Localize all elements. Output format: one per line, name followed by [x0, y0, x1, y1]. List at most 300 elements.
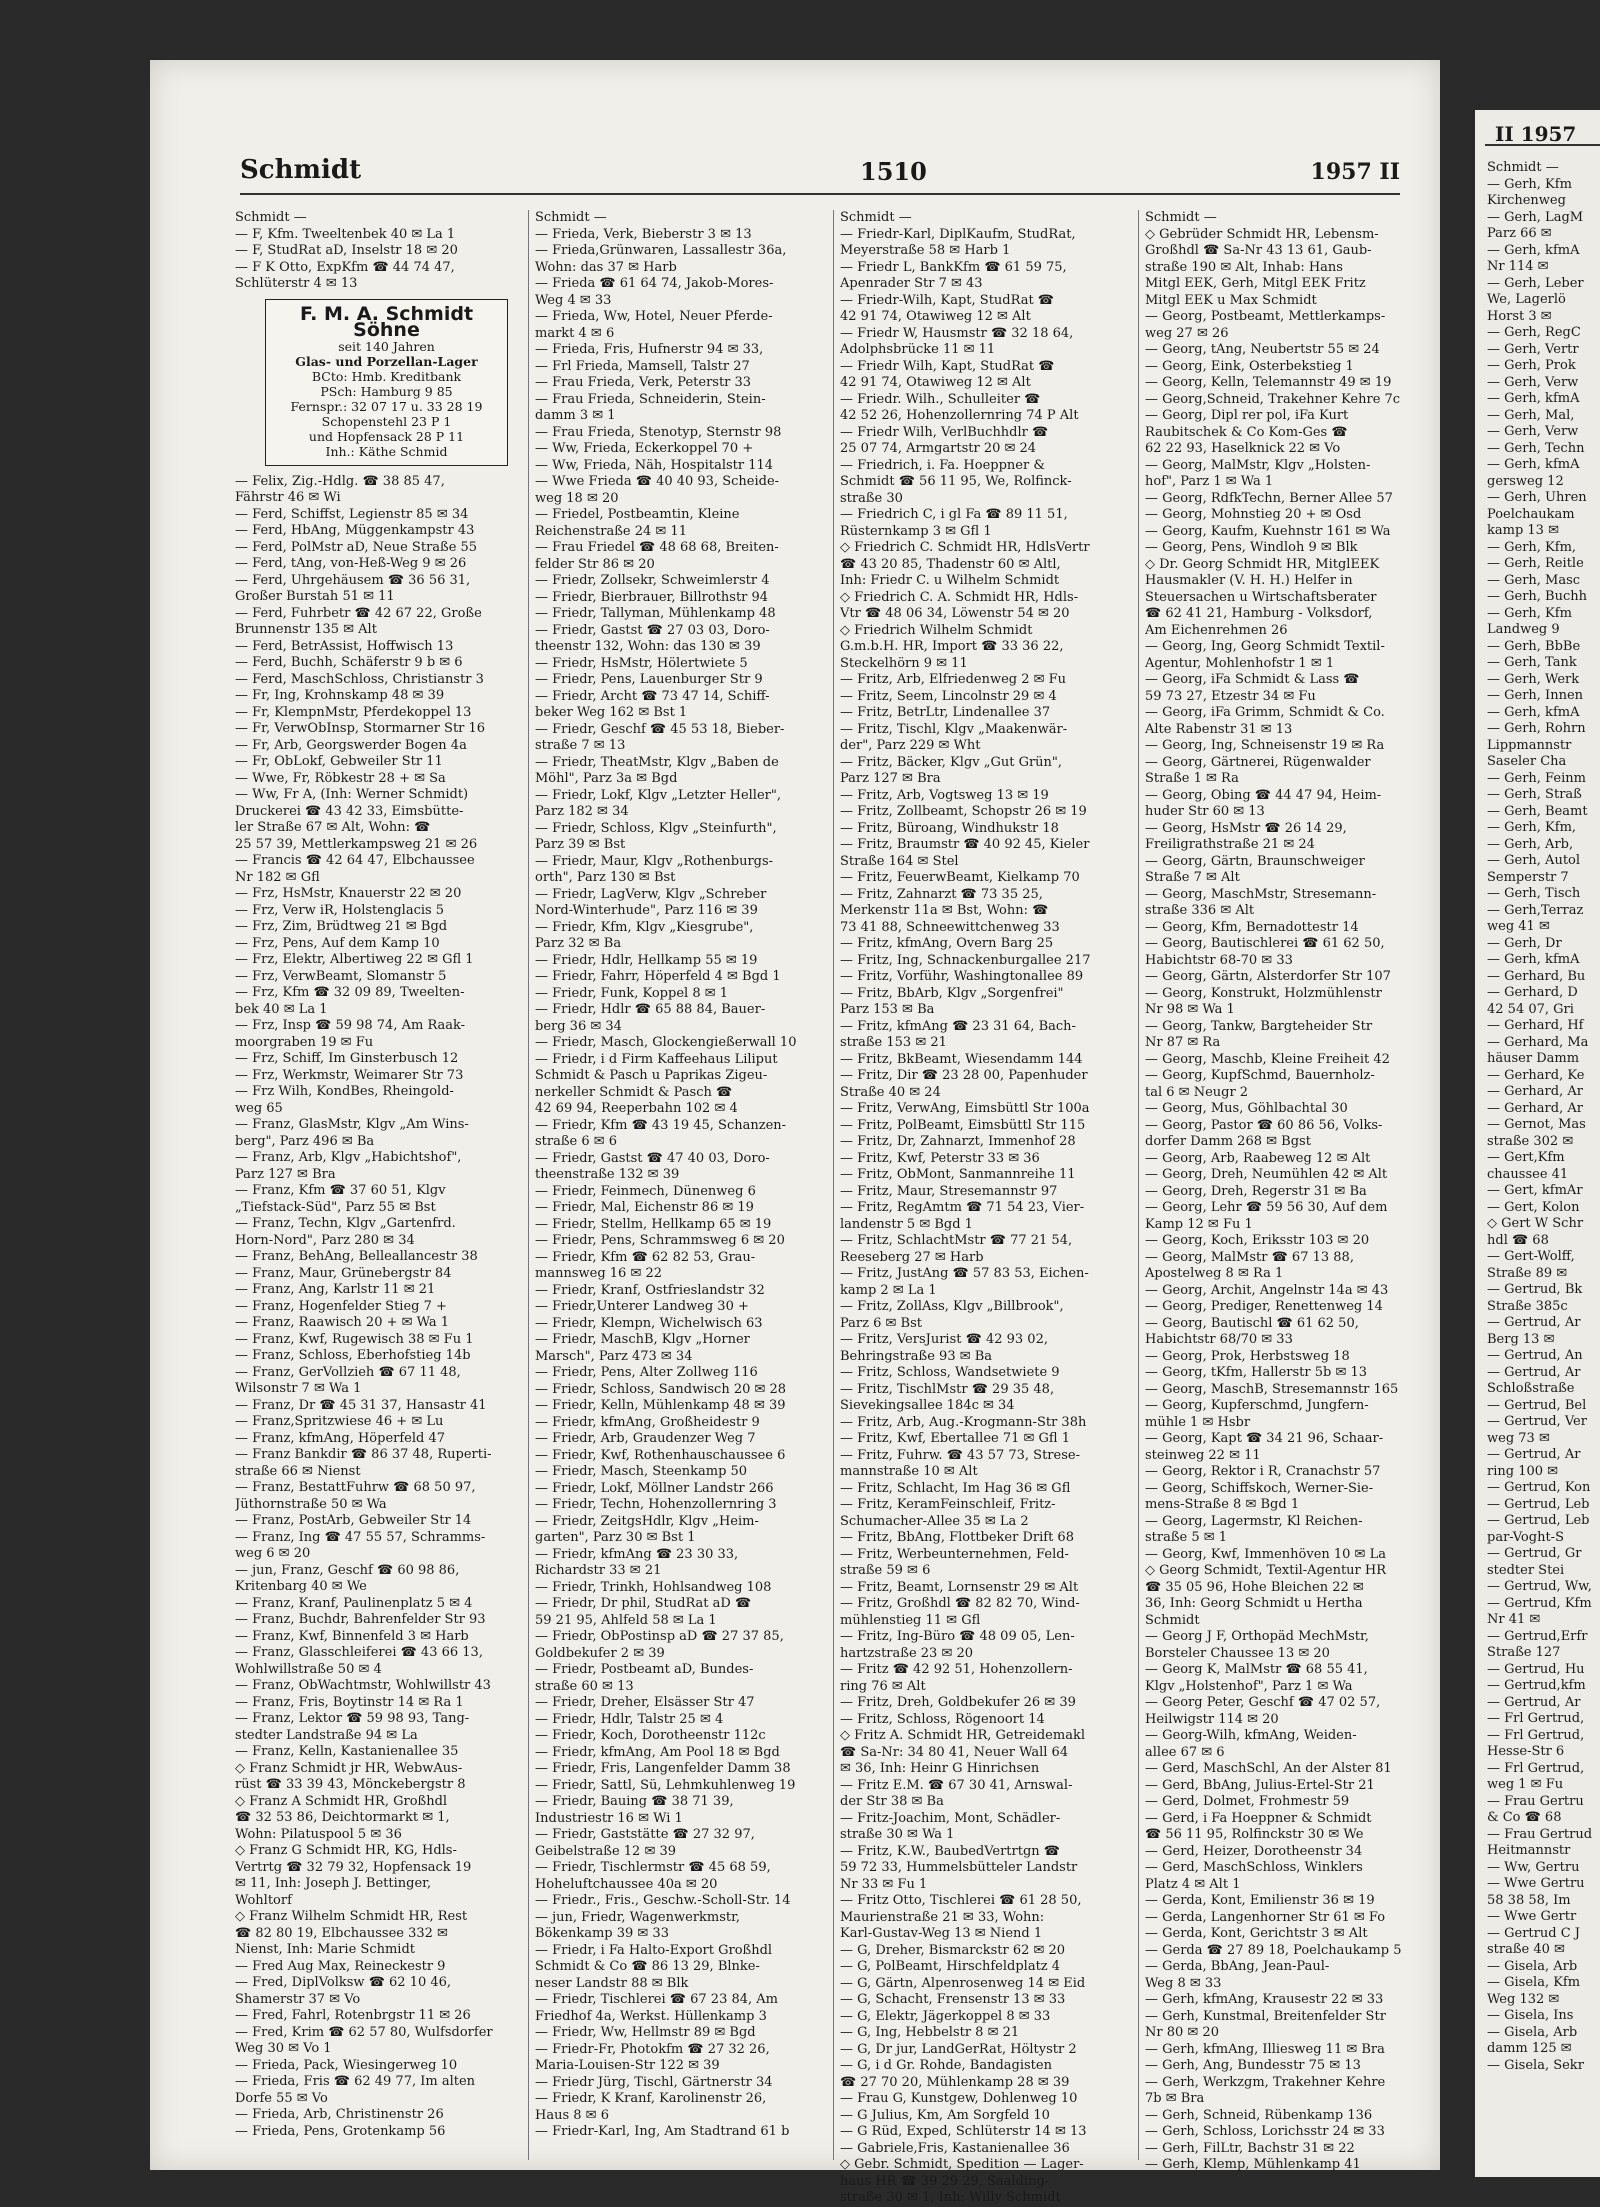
directory-entry-line: — Franz,Spritzwiese 46 + ✉ Lu	[235, 1414, 444, 1429]
directory-entry-line: felder Str 86 ✉ 20	[535, 556, 655, 572]
directory-entry-line: — Fritz, KeramFeinschleif, Fritz-	[840, 1497, 1056, 1512]
directory-entry-line: Parz 127 ✉ Bra	[235, 1166, 336, 1182]
directory-entry-line: weg 65	[235, 1100, 283, 1116]
advertisement-box	[265, 299, 508, 466]
directory-entry-line: — Ferd, Buchh, Schäferstr 9 b ✉ 6	[235, 655, 463, 670]
directory-entry-line: — Frz Wilh, KondBes, Rheingold-	[235, 1084, 454, 1099]
directory-entry-line: — Gisela, Sekr	[1487, 2057, 1584, 2073]
directory-entry-line: — Ferd, Uhrgehäusem ☎ 36 56 31,	[235, 572, 471, 588]
directory-entry-line: — G, Ing, Hebbelstr 8 ✉ 21	[840, 2025, 1020, 2040]
directory-entry-line: — Georg, Mohnstieg 20 + ✉ Osd	[1145, 507, 1362, 522]
directory-entry-line: — Friedr, Dreher, Elsässer Str 47	[535, 1695, 755, 1710]
directory-entry-line: — jun, Friedr, Wagenwerkmstr,	[535, 1909, 741, 1925]
directory-entry-line: Horst 3 ✉	[1487, 308, 1552, 324]
directory-entry-line: — Georg, Kaufm, Kuehnstr 161 ✉ Wa	[1145, 523, 1391, 539]
directory-entry-line: — Franz, Ing ☎ 47 55 57, Schramms-	[235, 1529, 486, 1545]
directory-entry-line: ☎ 82 80 19, Elbchaussee 332 ✉	[235, 1925, 448, 1941]
directory-entry-line: — Gerd, MaschSchloss, Winklers	[1145, 1860, 1363, 1875]
directory-entry-line: — Gerda, BbAng, Jean-Paul-	[1145, 1959, 1330, 1974]
directory-entry-line: der Str 38 ✉ Ba	[840, 1794, 944, 1809]
directory-entry-line: — Fritz, Bäcker, Klgv „Gut Grün",	[840, 754, 1063, 770]
directory-entry-line: tal 6 ✉ Neugr 2	[1145, 1084, 1249, 1100]
directory-entry-line: Reeseberg 27 ✉ Harb	[840, 1249, 984, 1265]
directory-entry-line: — Friedr,Unterer Landweg 30 +	[535, 1299, 749, 1314]
ad-line: Inh.: Käthe Schmid	[325, 443, 448, 459]
directory-entry-line: — Friedr W, Hausmstr ☎ 32 18 64,	[840, 325, 1074, 341]
directory-entry-line: — Gert, Kolon	[1487, 1199, 1580, 1215]
directory-entry-line: — Fritz, Beamt, Lornsenstr 29 ✉ Alt	[840, 1579, 1079, 1595]
directory-entry-line: — Gerh, kfmA	[1487, 952, 1580, 967]
directory-entry-line: — Franz, PostArb, Gebweiler Str 14	[235, 1513, 472, 1528]
directory-entry-line: — Gerh, Kfm,	[1487, 820, 1577, 835]
directory-entry-line: Weg 4 ✉ 33	[535, 292, 612, 308]
ad-line: BCto: Hmb. Kreditbank	[311, 368, 462, 384]
directory-entry-line: — Gerh, Vertr	[1487, 341, 1579, 357]
directory-entry-line: Nr 41 ✉	[1487, 1612, 1541, 1627]
directory-entry-line: — Friedr, Arb, Graudenzer Weg 7	[535, 1431, 756, 1446]
directory-entry-line: allee 67 ✉ 6	[1145, 1744, 1225, 1760]
directory-entry-line: — Gerh, Reitle	[1487, 556, 1584, 571]
directory-entry-line: — Gerh, Autol	[1487, 853, 1581, 868]
directory-entry-line: Druckerei ☎ 43 42 33, Eimsbütte-	[235, 803, 464, 819]
directory-entry-line: — Friedr, Lokf, Klgv „Letzter Heller",	[535, 787, 781, 803]
directory-entry-line: — G, i d Gr. Rohde, Bandagisten	[840, 2058, 1052, 2073]
directory-entry-line: — Fr, VerwObInsp, Stormarner Str 16	[235, 721, 486, 736]
directory-entry-line: — G, Schacht, Frensenstr 13 ✉ 33	[840, 1992, 1066, 2007]
directory-entry-line: G.m.b.H. HR, Import ☎ 33 36 22,	[840, 639, 1064, 654]
directory-entry-line: par-Voght-S	[1487, 1529, 1564, 1545]
directory-entry-line: theenstraße 132 ✉ 39	[535, 1167, 680, 1182]
directory-entry-line: Nr 98 ✉ Wa 1	[1145, 1002, 1235, 1017]
ad-line: Schopenstehl 23 P 1	[321, 413, 452, 429]
directory-entry-line: Borsteler Chaussee 13 ✉ 20	[1145, 1645, 1330, 1661]
directory-entry-line: Jüthornstraße 50 ✉ Wa	[235, 1496, 387, 1512]
directory-entry-line: — Franz, Lektor ☎ 59 98 93, Tang-	[235, 1711, 470, 1726]
directory-entry-line: — Georg, Prediger, Renettenweg 14	[1145, 1299, 1383, 1314]
directory-entry-line: — Fritz, kfmAng, Övern Barg 25	[840, 936, 1054, 951]
directory-entry-line: — Georg, Dreh, Regerstr 31 ✉ Ba	[1145, 1183, 1367, 1199]
directory-entry-line: — Gertrud, Ar	[1487, 1694, 1581, 1710]
directory-entry-line: — Gerh, kfmA	[1487, 242, 1580, 258]
next-page-column	[1487, 160, 1600, 2074]
directory-entry-line: ◇ Friedrich Wilhelm Schmidt	[840, 622, 1033, 638]
directory-entry-line: — Georg, Kupferschmd, Jungfern-	[1145, 1398, 1369, 1413]
directory-entry-line: — Franz Bankdir ☎ 86 37 48, Ruperti-	[235, 1447, 492, 1462]
directory-entry-line: — Friedr, Tischlermstr ☎ 45 68 59,	[535, 1860, 771, 1875]
directory-entry-line: — Friedr, Hdlr ☎ 65 88 84, Bauer-	[535, 1002, 766, 1017]
directory-entry-line: Nord-Winterhude", Parz 116 ✉ 39	[535, 903, 758, 918]
directory-entry-line: ring 100 ✉	[1487, 1463, 1559, 1479]
directory-entry-line: — Gerda, Kont, Gerichtstr 3 ✉ Alt	[1145, 1926, 1368, 1941]
directory-entry-line: — Friedr, Bierbrauer, Billrothstr 94	[535, 589, 769, 605]
directory-entry-line: Maria-Louisen-Str 122 ✉ 39	[535, 2058, 720, 2073]
directory-entry-line: mühlenstieg 11 ✉ Gfl	[840, 1612, 981, 1628]
directory-entry-line: straße 30	[840, 490, 903, 506]
directory-entry-line: — Friedr, kfmAng ☎ 23 30 33,	[535, 1546, 739, 1562]
directory-entry-line: — Ww, Frieda, Näh, Hospitalstr 114	[535, 457, 774, 473]
directory-entry-line: Schmidt —	[235, 210, 307, 225]
directory-entry-line: Alte Rabenstr 31 ✉ 13	[1145, 721, 1293, 737]
directory-entry-line: — Frieda, Fris, Hufnerstr 94 ✉ 33,	[535, 342, 764, 357]
column-1-top-entries	[235, 210, 520, 293]
directory-entry-line: — Fritz, ZollAss, Klgv „Billbrook",	[840, 1299, 1064, 1314]
directory-entry-line: — Friedr, Ww, Hellmstr 89 ✉ Bgd	[535, 2025, 756, 2040]
directory-entry-line: ring 76 ✉ Alt	[840, 1678, 926, 1694]
directory-entry-line: kamp 2 ✉ La 1	[840, 1282, 937, 1298]
directory-entry-line: — Fritz, Arb, Elfriedenweg 2 ✉ Fu	[840, 672, 1067, 687]
directory-entry-line: — jun, Franz, Geschf ☎ 60 98 86,	[235, 1562, 460, 1578]
directory-entry-line: — Ferd, HbAng, Müggenkampstr 43	[235, 523, 475, 538]
directory-entry-line: — Fritz, JustAng ☎ 57 83 53, Eichen-	[840, 1266, 1089, 1281]
directory-entry-line: theenstr 132, Wohn: das 130 ✉ 39	[535, 639, 761, 654]
directory-entry-line: Schmidt & Pasch u Paprikas Zigeu-	[535, 1068, 768, 1083]
directory-entry-line: Meyerstraße 58 ✉ Harb 1	[840, 243, 1011, 258]
directory-entry-line: — Wwe Frieda ☎ 40 40 93, Scheide-	[535, 474, 780, 489]
directory-entry-line: — Georg Peter, Geschf ☎ 47 02 57,	[1145, 1695, 1381, 1710]
directory-entry-line: berg", Parz 496 ✉ Ba	[235, 1133, 375, 1149]
directory-entry-line: — Gisela, Kfm	[1487, 1975, 1581, 1990]
header-rule	[1485, 144, 1600, 146]
directory-entry-line: — Franz, Arb, Klgv „Habichtshof",	[235, 1150, 462, 1165]
directory-entry-line: — Georg, Kwf, Immenhöven 10 ✉ La	[1145, 1546, 1386, 1562]
directory-entry-line: — Fritz, kfmAng ☎ 23 31 64, Bach-	[840, 1018, 1076, 1034]
directory-entry-line: — Friedr, Kranf, Ostfrieslandstr 32	[535, 1282, 765, 1298]
directory-entry-line: Weg 8 ✉ 33	[1145, 1975, 1222, 1991]
directory-entry-line: — Gertrud, Ar	[1487, 1315, 1581, 1330]
directory-entry-line: — Georg, iFa Grimm, Schmidt & Co.	[1145, 705, 1385, 720]
directory-entry-line: — Friedr, HsMstr, Hölertwiete 5	[535, 655, 748, 671]
directory-entry-line: — Gerh, Klemp, Mühlenkamp 41	[1145, 2157, 1361, 2172]
directory-entry-line: — Frl Frieda, Mamsell, Talstr 27	[535, 358, 750, 374]
directory-entry-line: — Gerh, Kfm,	[1487, 539, 1577, 555]
directory-entry-line: — Gerh, Mal,	[1487, 407, 1575, 423]
directory-entry-line: ◇ Dr. Georg Schmidt HR, MitglEEK	[1145, 556, 1380, 572]
directory-entry-line: — Frl Gertrud,	[1487, 1711, 1585, 1726]
directory-entry-line: — Ferd, BetrAssist, Hoffwisch 13	[235, 638, 454, 654]
directory-entry-line: — Gerh, Kunstmal, Breitenfelder Str	[1145, 2008, 1386, 2024]
directory-entry-line: Großhdl ☎ Sa-Nr 43 13 61, Gaub-	[1145, 243, 1372, 258]
directory-entry-line: damm 3 ✉ 1	[535, 408, 616, 423]
directory-entry-line: — Franz, BestattFuhrw ☎ 68 50 97,	[235, 1480, 476, 1495]
directory-entry-line: — Friedr, TheatMstr, Klgv „Baben de	[535, 754, 779, 770]
directory-entry-line: — Gerh, Werkzgm, Trakehner Kehre	[1145, 2074, 1386, 2090]
directory-entry-line: moorgraben 19 ✉ Fu	[235, 1034, 374, 1050]
directory-entry-line: — Friedrich, i. Fa. Hoeppner &	[840, 457, 1045, 473]
directory-entry-line: ✉ 11, Inh: Joseph J. Bettinger,	[235, 1876, 432, 1891]
directory-entry-line: nerkeller Schmidt & Pasch ☎	[535, 1084, 733, 1100]
directory-entry-line: — Gerhard, Ar	[1487, 1100, 1583, 1116]
directory-entry-line: straße 30 ✉ 1, Inh: Willy Schmidt	[840, 2190, 1061, 2205]
directory-entry-line: — Gerh, Ang, Bundesstr 75 ✉ 13	[1145, 2058, 1361, 2073]
directory-entry-line: — Franz, Kfm ☎ 37 60 51, Klgv	[235, 1183, 446, 1198]
directory-entry-line: — Friedr., Fris., Geschw.-Scholl-Str. 14	[535, 1893, 791, 1908]
directory-entry-line: Nr 182 ✉ Gfl	[235, 869, 320, 885]
directory-entry-line: — G, PolBeamt, Hirschfeldplatz 4	[840, 1959, 1061, 1974]
directory-entry-line: Behringstraße 93 ✉ Ba	[840, 1348, 993, 1364]
directory-entry-line: — Frz, HsMstr, Knauerstr 22 ✉ 20	[235, 886, 462, 901]
directory-entry-line: — Fritz, Zahnarzt ☎ 73 35 25,	[840, 886, 1043, 902]
directory-entry-line: — Frl Gertrud,	[1487, 1727, 1585, 1743]
directory-entry-line: Karl-Gustav-Weg 13 ✉ Niend 1	[840, 1926, 1043, 1941]
directory-entry-line: — Georg, Gärtnerei, Rügenwalder	[1145, 754, 1371, 770]
directory-entry-line: rüst ☎ 33 39 43, Mönckebergstr 8	[235, 1777, 466, 1792]
directory-entry-line: — Fritz, Zollbeamt, Schopstr 26 ✉ 19	[840, 804, 1087, 819]
directory-entry-line: Kritenbarg 40 ✉ We	[235, 1579, 367, 1594]
directory-entry-line: Schmidt —	[535, 210, 607, 225]
directory-entry-line: — Friedr, Kfm ☎ 62 82 53, Grau-	[535, 1249, 756, 1265]
directory-entry-line: Straße 164 ✉ Stel	[840, 853, 959, 869]
directory-entry-line: — Ferd, Fuhrbetr ☎ 42 67 22, Große	[235, 605, 482, 621]
directory-entry-line: — Gert, kfmAr	[1487, 1183, 1583, 1198]
directory-entry-line: — Friedr, Tischlerei ☎ 67 23 84, Am	[535, 1992, 778, 2007]
directory-entry-line: — Fritz, Tischl, Klgv „Maakenwär-	[840, 721, 1068, 737]
directory-entry-line: ◇ Georg Schmidt, Textil-Agentur HR	[1145, 1563, 1387, 1578]
directory-entry-line: Raubitschek & Co Kom-Ges ☎	[1145, 424, 1348, 440]
directory-entry-line: — Friedr, Feinmech, Dünenweg 6	[535, 1183, 756, 1199]
directory-entry-line: Vertrtg ☎ 32 79 32, Hopfensack 19	[235, 1859, 472, 1875]
directory-entry-line: — Gerhard, Hf	[1487, 1018, 1584, 1033]
directory-entry-line: — Franz, Hogenfelder Stieg 7 +	[235, 1298, 447, 1314]
directory-entry-line: — Gerh, kfmA	[1487, 457, 1580, 472]
directory-entry-line: — Georg, Maschb, Kleine Freiheit 42	[1145, 1051, 1390, 1067]
directory-entry-line: — Friedr, Tallyman, Mühlenkamp 48	[535, 606, 776, 621]
directory-entry-line: — Fritz, FeuerwBeamt, Kielkamp 70	[840, 870, 1080, 885]
directory-entry-line: ◇ Friedrich C. Schmidt HR, HdlsVertr	[840, 540, 1090, 555]
directory-entry-line: beker Weg 162 ✉ Bst 1	[535, 705, 688, 720]
directory-entry-line: — Gerh, Innen	[1487, 688, 1584, 703]
directory-entry-line: — Friedr, Hdlr, Hellkamp 55 ✉ 19	[535, 952, 758, 968]
directory-entry-line: — Frz, Pens, Auf dem Kamp 10	[235, 935, 440, 951]
directory-entry-line: — Gerh, Schloss, Lorichsstr 24 ✉ 33	[1145, 2124, 1385, 2139]
directory-entry-line: — Gertrud,Erfr	[1487, 1628, 1588, 1644]
directory-entry-line: — Gertrud, Ver	[1487, 1414, 1587, 1429]
directory-entry-line: — Georg, Lagermstr, Kl Reichen-	[1145, 1513, 1363, 1529]
directory-entry-line: — Georg, Dipl rer pol, iFa Kurt	[1145, 408, 1349, 423]
directory-entry-line: mens-Straße 8 ✉ Bgd 1	[1145, 1497, 1300, 1512]
directory-entry-line: — Gerd, Dolmet, Frohmestr 59	[1145, 1794, 1350, 1809]
directory-entry-line: — Gerda, Langenhorner Str 61 ✉ Fo	[1145, 1909, 1386, 1925]
directory-entry-line: — Fritz, Kwf, Peterstr 33 ✉ 36	[840, 1150, 1040, 1166]
directory-entry-line: der", Parz 229 ✉ Wht	[840, 738, 981, 753]
directory-entry-line: 73 41 88, Schneewittchenweg 33	[840, 919, 1060, 935]
directory-entry-line: mühle 1 ✉ Hsbr	[1145, 1414, 1251, 1430]
directory-entry-line: Marsch", Parz 473 ✉ 34	[535, 1348, 693, 1364]
directory-entry-line: — Gernot, Mas	[1487, 1117, 1586, 1132]
directory-entry-line: — Gabriele,Fris, Kastanienallee 36	[840, 2140, 1070, 2156]
directory-entry-line: ☎ Sa-Nr: 34 80 41, Neuer Wall 64	[840, 1744, 1069, 1760]
directory-entry-line: — Friedr, Fahrr, Höperfeld 4 ✉ Bgd 1	[535, 969, 781, 984]
directory-entry-line: — Friedel, Postbeamtin, Kleine	[535, 507, 740, 522]
directory-entry-line: — Georg, Gärtn, Alsterdorfer Str 107	[1145, 969, 1391, 984]
column-1	[235, 210, 520, 2140]
directory-entry-line: haus HR ☎ 39 29 29, Saalding-	[840, 2173, 1050, 2189]
directory-entry-line: Straße 385c	[1487, 1298, 1568, 1314]
directory-entry-line: Straße 1 ✉ Ra	[1145, 771, 1239, 786]
header-surname: Schmidt	[240, 155, 362, 185]
directory-entry-line: — Frau Frieda, Schneiderin, Stein-	[535, 391, 766, 407]
directory-entry-line: — Friedr, Gaststätte ☎ 27 32 97,	[535, 1827, 755, 1842]
directory-entry-line: weg 27 ✉ 26	[1145, 325, 1229, 341]
directory-entry-line: — Georg, Eink, Osterbekstieg 1	[1145, 358, 1354, 374]
directory-entry-line: — Gerhard, Ke	[1487, 1067, 1585, 1083]
directory-entry-line: ◇ Franz A Schmidt HR, Großhdl	[235, 1793, 448, 1809]
directory-entry-line: straße 30 ✉ Wa 1	[840, 1827, 955, 1842]
directory-entry-line: Schmidt —	[1145, 210, 1217, 225]
directory-entry-line: — Fritz, BetrLtr, Lindenallee 37	[840, 705, 1051, 720]
directory-entry-line: — Georg, Gärtn, Braunschweiger	[1145, 853, 1365, 869]
directory-entry-line: — Wwe, Fr, Röbkestr 28 + ✉ Sa	[235, 770, 446, 786]
directory-entry-line: — Georg, tKfm, Hallerstr 5b ✉ 13	[1145, 1365, 1368, 1380]
directory-entry-line: — Georg, Obing ☎ 44 47 94, Heim-	[1145, 787, 1382, 803]
directory-entry-line: — Fred, DiplVolksw ☎ 62 10 46,	[235, 1975, 452, 1990]
directory-entry-line: — Gertrud, Bel	[1487, 1397, 1587, 1413]
directory-entry-line: Wohltorf	[235, 1892, 292, 1908]
directory-entry-line: — Georg J F, Orthopäd MechMstr,	[1145, 1629, 1369, 1644]
directory-entry-line: 36, Inh: Georg Schmidt u Hertha	[1145, 1596, 1363, 1611]
directory-entry-line: — Franz, Ang, Karlstr 11 ✉ 21	[235, 1282, 436, 1297]
directory-entry-line: — Fred, Krim ☎ 62 57 80, Wulfsdorfer	[235, 2024, 493, 2040]
directory-entry-line: — Friedr, Koch, Dorotheenstr 112c	[535, 1728, 766, 1743]
directory-entry-line: hof", Parz 1 ✉ Wa 1	[1145, 474, 1274, 489]
directory-entry-line: orth", Parz 130 ✉ Bst	[535, 870, 676, 885]
directory-entry-line: — Gertrud, Gr	[1487, 1546, 1582, 1561]
directory-entry-line: — Georg, RdfkTechn, Berner Allee 57	[1145, 490, 1393, 506]
directory-entry-line: — Georg, Pastor ☎ 60 86 56, Volks-	[1145, 1117, 1383, 1133]
directory-entry-line: Kamp 12 ✉ Fu 1	[1145, 1216, 1253, 1232]
directory-entry-line: — Fritz, Seem, Lincolnstr 29 ✉ 4	[840, 688, 1057, 704]
directory-entry-line: — Gertrud, Leb	[1487, 1513, 1590, 1528]
directory-entry-line: — Fritz, BbArb, Klgv „Sorgenfrei"	[840, 985, 1064, 1001]
directory-entry-line: Heilwigstr 114 ✉ 20	[1145, 1711, 1279, 1727]
column-3	[840, 210, 1125, 2207]
directory-entry-line: — Frau G, Kunstgew, Dohlenweg 10	[840, 2091, 1078, 2106]
directory-entry-line: ✉ 36, Inh: Heinr G Hinrichsen	[840, 1761, 1040, 1776]
directory-entry-line: — Franz, Dr ☎ 45 31 37, Hansastr 41	[235, 1397, 487, 1413]
directory-entry-line: — Gerh, kfmA	[1487, 704, 1580, 720]
directory-entry-line: — Gertrud C J	[1487, 1925, 1580, 1941]
directory-entry-line: Saseler Cha	[1487, 754, 1567, 769]
directory-entry-line: straße 40 ✉	[1487, 1942, 1565, 1957]
directory-entry-line: — Gertrud,kfm	[1487, 1678, 1586, 1693]
directory-entry-line: 42 91 74, Otawiweg 12 ✉ Alt	[840, 375, 1031, 390]
directory-entry-line: — Gerh, Feinm	[1487, 770, 1586, 786]
directory-entry-line: — Gisela, Arb	[1487, 2024, 1578, 2040]
directory-entry-line: — Friedr, Sattl, Sü, Lehmkuhlenweg 19	[535, 1777, 796, 1793]
directory-entry-line: Habichtstr 68-70 ✉ 33	[1145, 952, 1293, 968]
directory-entry-line: Straße 7 ✉ Alt	[1145, 870, 1240, 885]
directory-entry-line: — Gerh, LagM	[1487, 209, 1584, 225]
directory-entry-line: Platz 4 ✉ Alt 1	[1145, 1876, 1241, 1892]
directory-entry-line: Goldbekufer 2 ✉ 39	[535, 1645, 665, 1661]
directory-entry-line: — Ww, Fr A, (Inh: Werner Schmidt)	[235, 787, 469, 802]
directory-entry-line: — Frau Gertru	[1487, 1793, 1584, 1809]
directory-entry-line: weg 6 ✉ 20	[235, 1546, 311, 1561]
directory-entry-line: — Georg, MalMstr, Klgv „Holsten-	[1145, 457, 1371, 473]
directory-entry-line: — Fritz-Joachim, Mont, Schädler-	[840, 1810, 1061, 1826]
directory-entry-line: 42 54 07, Gri	[1487, 1001, 1574, 1017]
directory-entry-line: — Friedr, i d Firm Kaffeehaus Liliput	[535, 1051, 778, 1067]
directory-entry-line: Hausmakler (V. H. H.) Helfer in	[1145, 573, 1353, 588]
directory-entry-line: — Gerh, Masc	[1487, 572, 1581, 588]
directory-entry-line: straße 336 ✉ Alt	[1145, 903, 1255, 918]
directory-entry-line: berg 36 ✉ 34	[535, 1018, 622, 1034]
directory-entry-line: Landweg 9	[1487, 622, 1560, 637]
directory-entry-line: — Friedr, kfmAng, Großheidestr 9	[535, 1414, 760, 1430]
directory-entry-line: Parz 182 ✉ 34	[535, 804, 629, 819]
directory-entry-line: — Fritz, Arb, Vogtsweg 13 ✉ 19	[840, 787, 1049, 803]
directory-entry-line: — Fritz, RegAmtm ☎ 71 54 23, Vier-	[840, 1200, 1085, 1215]
directory-entry-line: Straße 89 ✉	[1487, 1265, 1568, 1281]
directory-entry-line: — Gerh, RegC	[1487, 325, 1581, 340]
directory-entry-line: — Friedr, Klempn, Wichelwisch 63	[535, 1315, 763, 1331]
directory-entry-line: markt 4 ✉ 6	[535, 325, 615, 341]
directory-entry-line: — Georg, HsMstr ☎ 26 14 29,	[1145, 820, 1347, 836]
directory-entry-line: — G Rüd, Exped, Schlüterstr 14 ✉ 13	[840, 2124, 1087, 2139]
directory-entry-line: — Georg, Lehr ☎ 59 56 30, Auf dem	[1145, 1200, 1388, 1215]
directory-entry-line: Wilsonstr 7 ✉ Wa 1	[235, 1381, 362, 1396]
directory-entry-line: — Georg, Ing, Schneisenstr 19 ✉ Ra	[1145, 738, 1385, 753]
directory-entry-line: 59 73 27, Etzestr 34 ✉ Fu	[1145, 688, 1316, 704]
directory-entry-line: — Fritz, Werbeunternehmen, Feld-	[840, 1546, 1069, 1562]
directory-entry-line: — Fritz, PolBeamt, Eimsbüttl Str 115	[840, 1117, 1086, 1133]
directory-entry-line: — Gertrud, Ar	[1487, 1364, 1581, 1380]
directory-entry-line: Haus 8 ✉ 6	[535, 2107, 609, 2123]
directory-entry-line: — Friedr, Pens, Lauenburger Str 9	[535, 672, 763, 687]
directory-entry-line: — Gerhard, D	[1487, 985, 1578, 1000]
directory-entry-line: ☎ 43 20 85, Thadenstr 60 ✉ Altl,	[840, 556, 1061, 572]
directory-entry-line: 42 69 94, Reeperbahn 102 ✉ 4	[535, 1101, 738, 1116]
directory-entry-line: — Gertrud, Ww,	[1487, 1579, 1592, 1594]
directory-entry-line: straße 5 ✉ 1	[1145, 1530, 1228, 1545]
directory-entry-line: — Franz, Techn, Klgv „Gartenfrd.	[235, 1216, 456, 1231]
directory-entry-line: — Frieda, Verk, Bieberstr 3 ✉ 13	[535, 226, 752, 242]
directory-entry-line: — Gerd, i Fa Hoeppner & Schmidt	[1145, 1810, 1372, 1826]
directory-entry-line: Nr 114 ✉	[1487, 259, 1549, 274]
directory-entry-line: Mitgl EEK, Gerh, Mitgl EEK Fritz	[1145, 276, 1366, 291]
directory-entry-line: — Fritz, Arb, Aug.-Krogmann-Str 38h	[840, 1414, 1087, 1430]
directory-entry-line: — Frieda, Pack, Wiesingerweg 10	[235, 2057, 458, 2073]
directory-entry-line: — F, Kfm. Tweeltenbek 40 ✉ La 1	[235, 226, 456, 242]
directory-entry-line: — Fritz, Kwf, Ebertallee 71 ✉ Gfl 1	[840, 1431, 1071, 1446]
ad-line: Fernspr.: 32 07 17 u. 33 28 19	[290, 398, 483, 414]
directory-entry-line: ◇ Gebr. Schmidt, Spedition — Lager-	[840, 2157, 1084, 2172]
directory-entry-line: — Gisela, Ins	[1487, 2008, 1574, 2023]
directory-entry-line: — Fritz, SchlachtMstr ☎ 77 21 54,	[840, 1233, 1073, 1248]
directory-entry-line: — Friedr, Pens, Alter Zollweg 116	[535, 1365, 758, 1380]
directory-entry-line: — Franz, Kwf, Rugewisch 38 ✉ Fu 1	[235, 1331, 474, 1347]
page-header	[240, 155, 1400, 195]
directory-entry-line: Horn-Nord", Parz 280 ✉ 34	[235, 1232, 415, 1248]
directory-entry-line: Parz 66 ✉	[1487, 226, 1552, 241]
directory-entry-line: kamp 13 ✉	[1487, 523, 1559, 538]
directory-entry-line: 25 07 74, Armgartstr 20 ✉ 24	[840, 441, 1037, 456]
directory-entry-line: Parz 153 ✉ Ba	[840, 1002, 935, 1017]
directory-entry-line: häuser Damm	[1487, 1051, 1580, 1066]
directory-entry-line: — Frieda, Ww, Hotel, Neuer Pferde-	[535, 309, 773, 324]
directory-entry-line: — Georg, Archit, Angelnstr 14a ✉ 43	[1145, 1282, 1389, 1298]
directory-entry-line: straße 59 ✉ 6	[840, 1563, 931, 1578]
directory-entry-line: — Georg, Schiffskoch, Werner-Sie-	[1145, 1480, 1374, 1496]
directory-entry-line: ☎ 27 70 20, Mühlenkamp 28 ✉ 39	[840, 2074, 1070, 2090]
directory-entry-line: Schmidt	[1145, 1612, 1200, 1628]
directory-entry-line: — Fritz, Fuhrw. ☎ 43 57 73, Strese-	[840, 1447, 1080, 1463]
directory-entry-line: — Frieda, Fris ☎ 62 49 77, Im alten	[235, 2074, 476, 2089]
directory-entry-line: — Fritz, Maur, Stresemannstr 97	[840, 1183, 1058, 1199]
directory-entry-line: gersweg 12	[1487, 473, 1564, 489]
directory-entry-line: — Friedr-Karl, Ing, Am Stadtrand 61 b	[535, 2124, 790, 2139]
directory-entry-line: — Gerh, Rohrn	[1487, 721, 1586, 736]
directory-entry-line: — Friedr Wilh, Kapt, StudRat ☎	[840, 358, 1055, 374]
